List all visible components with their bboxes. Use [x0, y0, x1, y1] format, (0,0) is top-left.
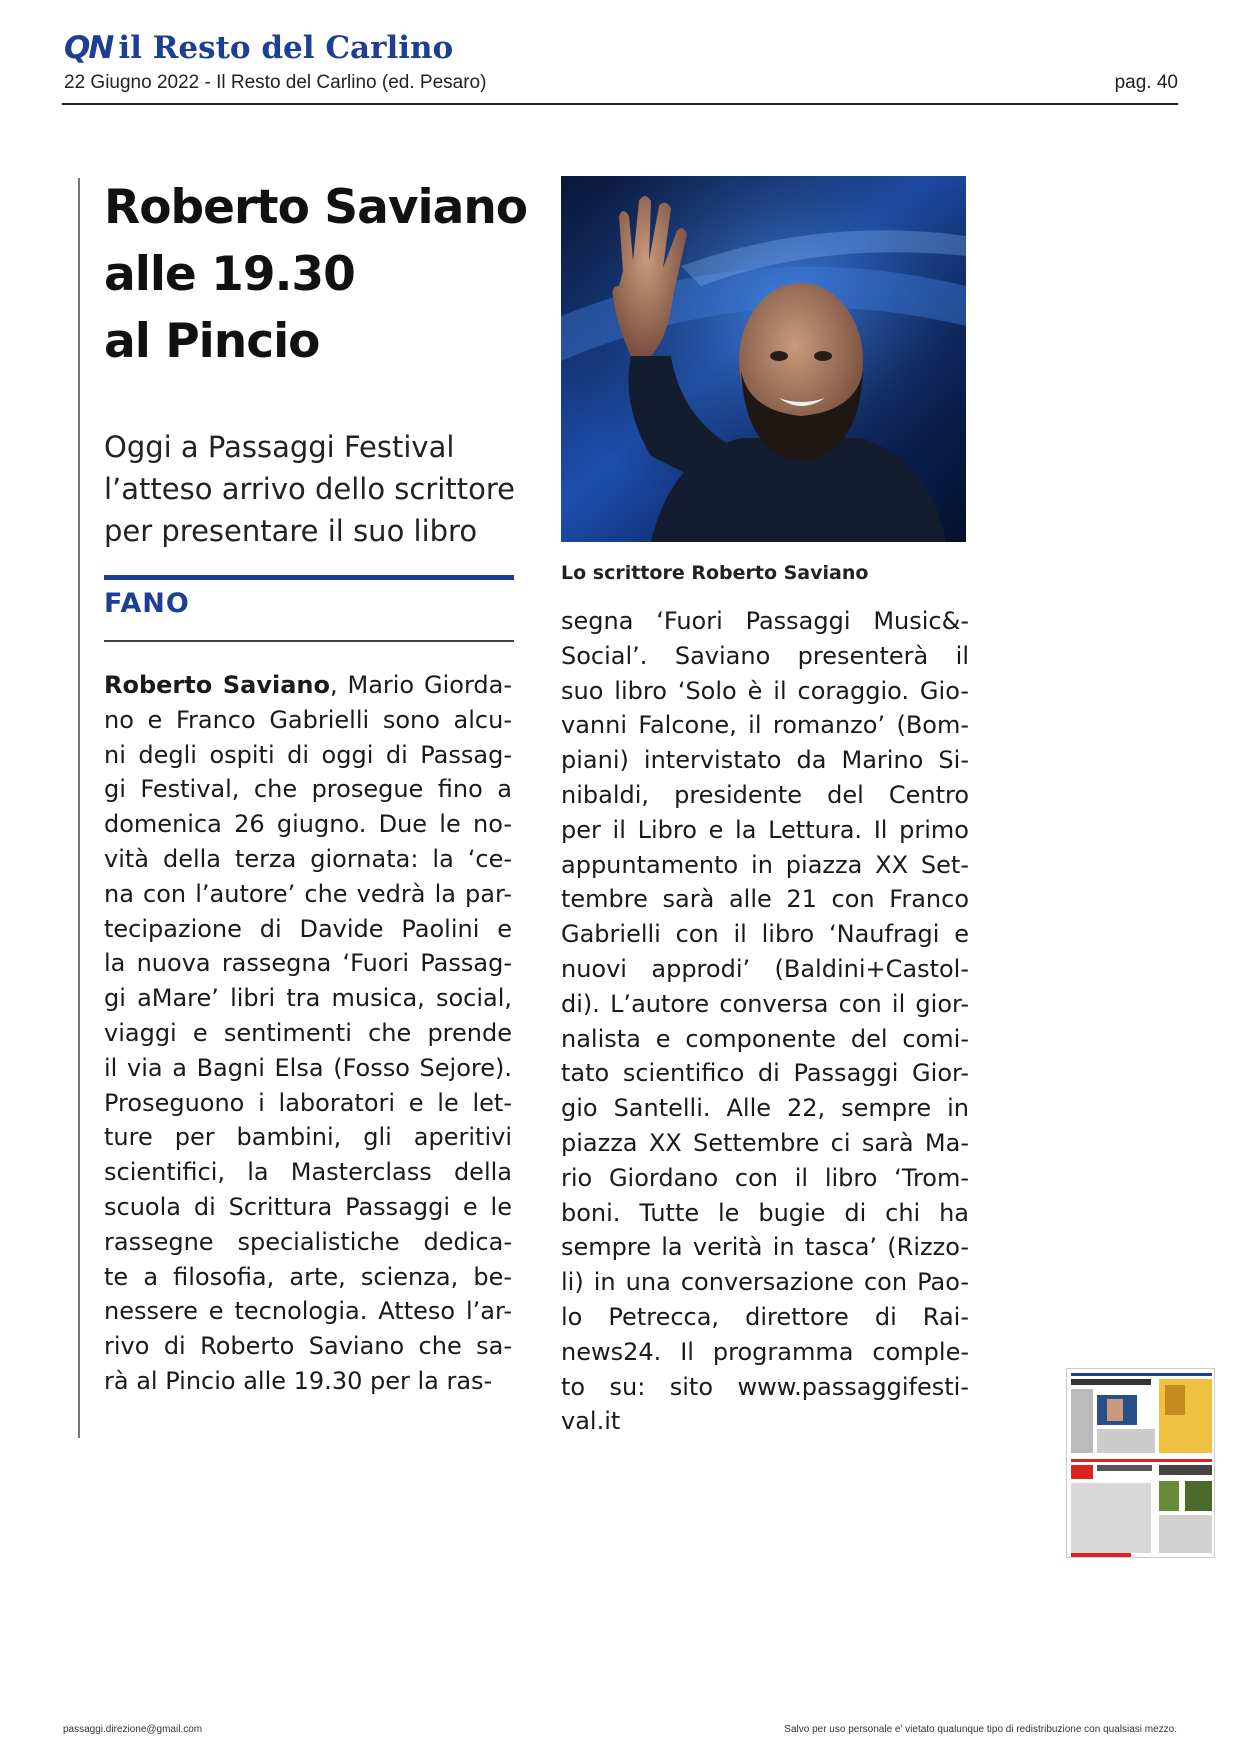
body-line: Gabrielli con il libro ‘Naufragi e — [561, 920, 969, 949]
headline-line: al Pincio — [104, 314, 320, 369]
body-line: domenica 26 giugno. Due le no- — [104, 810, 512, 839]
section-rule-bottom — [104, 640, 514, 642]
body-line: per il Libro e la Lettura. Il primo — [561, 815, 969, 844]
body-line: la nuova rassegna ‘Fuori Passag- — [104, 949, 512, 978]
body-line: Proseguono i laboratori e le let- — [104, 1088, 512, 1117]
body-line: gi Festival, che prosegue fino a — [104, 775, 512, 804]
body-line: rivo di Roberto Saviano che sa- — [104, 1332, 512, 1361]
footer-notice: Salvo per uso personale e' vietato qualunque tipo di redistribuzione con qualsiasi mezzo. — [784, 1724, 1177, 1735]
body-line: gi aMare’ libri tra musica, social, — [104, 984, 512, 1013]
body-line: tembre sarà alle 21 con Franco — [561, 885, 969, 914]
page-number: pag. 40 — [1114, 72, 1178, 93]
article-body-right — [561, 604, 969, 1439]
subhead-line: per presentare il suo libro — [104, 514, 478, 548]
lead-name: Roberto Saviano — [104, 671, 330, 699]
body-line: di). L’autore conversa con il gior- — [561, 989, 969, 1018]
body-line: il via a Bagni Elsa (Fosso Sejore). — [104, 1053, 512, 1082]
page-thumbnail-image — [1067, 1369, 1215, 1558]
body-line: rio Giordano con il libro ‘Trom- — [561, 1163, 969, 1192]
author-photo-image — [561, 176, 966, 542]
body-line: rà al Pincio alle 19.30 per la ras- — [104, 1366, 493, 1395]
body-line: vanni Falcone, il romanzo’ (Bom- — [561, 711, 969, 740]
photo-caption: Lo scrittore Roberto Saviano — [561, 562, 869, 584]
article-body-left — [104, 668, 512, 1399]
section-label: FANO — [104, 588, 190, 619]
body-line: segna ‘Fuori Passaggi Music&- — [561, 607, 969, 635]
body-line: val.it — [561, 1407, 621, 1436]
body-line: Social’. Saviano presenterà il — [561, 641, 969, 670]
body-line: nuovi approdi’ (Baldini+Castol- — [561, 954, 969, 983]
body-line: te a filosofia, arte, scienza, be- — [104, 1262, 512, 1291]
body-line — [104, 668, 512, 703]
body-line: scuola di Scrittura Passaggi e le — [104, 1192, 512, 1221]
body-line: piazza XX Settembre ci sarà Ma- — [561, 1128, 969, 1157]
page-thumbnail[interactable] — [1066, 1368, 1215, 1558]
body-line: rassegne specialistiche dedica- — [104, 1227, 512, 1256]
qn-logo-mark: QN — [64, 30, 113, 66]
body-line: nalista e componente del comi- — [561, 1024, 969, 1053]
body-line: news24. Il programma comple- — [561, 1337, 969, 1366]
body-line: viaggi e sentimenti che prende — [104, 1018, 512, 1047]
body-line: scientifici, la Masterclass della — [104, 1158, 512, 1187]
subhead-line: l’atteso arrivo dello scrittore — [104, 472, 515, 506]
body-line: vità della terza giornata: la ‘ce- — [104, 844, 512, 873]
body-line: gio Santelli. Alle 22, sempre in — [561, 1094, 969, 1123]
newspaper-logo — [64, 24, 453, 64]
dateline: 22 Giugno 2022 - Il Resto del Carlino (ed. Pesaro) — [64, 72, 487, 93]
headline-line: alle 19.30 — [104, 247, 355, 302]
body-line: nessere e tecnologia. Atteso l’ar- — [104, 1297, 512, 1326]
newspaper-name: il Resto del Carlino — [118, 30, 454, 66]
body-line: piani) intervistato da Marino Si- — [561, 746, 969, 775]
subhead-line: Oggi a Passaggi Festival — [104, 430, 455, 464]
body-line-rest: , Mario Giorda- — [329, 671, 513, 699]
body-line: lo Petrecca, direttore di Rai- — [561, 1302, 969, 1331]
body-line: no e Franco Gabrielli sono alcu- — [104, 705, 512, 734]
body-line: tecipazione di Davide Paolini e — [104, 914, 512, 943]
body-line: appuntamento in piazza XX Set- — [561, 850, 969, 879]
headline-line: Roberto Saviano — [104, 180, 528, 235]
body-line: boni. Tutte le bugie di chi ha — [561, 1198, 969, 1227]
author-photo — [561, 176, 966, 542]
body-line: suo libro ‘Solo è il coraggio. Gio- — [561, 676, 969, 705]
body-line: tato scientifico di Passaggi Gior- — [561, 1059, 969, 1088]
footer-email: passaggi.direzione@gmail.com — [63, 1724, 203, 1735]
article-headline — [104, 174, 528, 375]
header-divider — [62, 103, 1178, 105]
body-line: na con l’autore’ che vedrà la par- — [104, 879, 512, 908]
body-line: to su: sito www.passaggifesti- — [561, 1372, 969, 1401]
body-line: nibaldi, presidente del Centro — [561, 780, 969, 809]
body-line: li) in una conversazione con Pao- — [561, 1268, 969, 1297]
article-subhead — [104, 426, 524, 552]
article-side-rule — [78, 178, 80, 1438]
body-line: ni degli ospiti di oggi di Passag- — [104, 740, 512, 769]
body-line: sempre la verità in tasca’ (Rizzo- — [561, 1233, 969, 1262]
section-rule-top — [104, 575, 514, 580]
body-line: ture per bambini, gli aperitivi — [104, 1123, 512, 1152]
